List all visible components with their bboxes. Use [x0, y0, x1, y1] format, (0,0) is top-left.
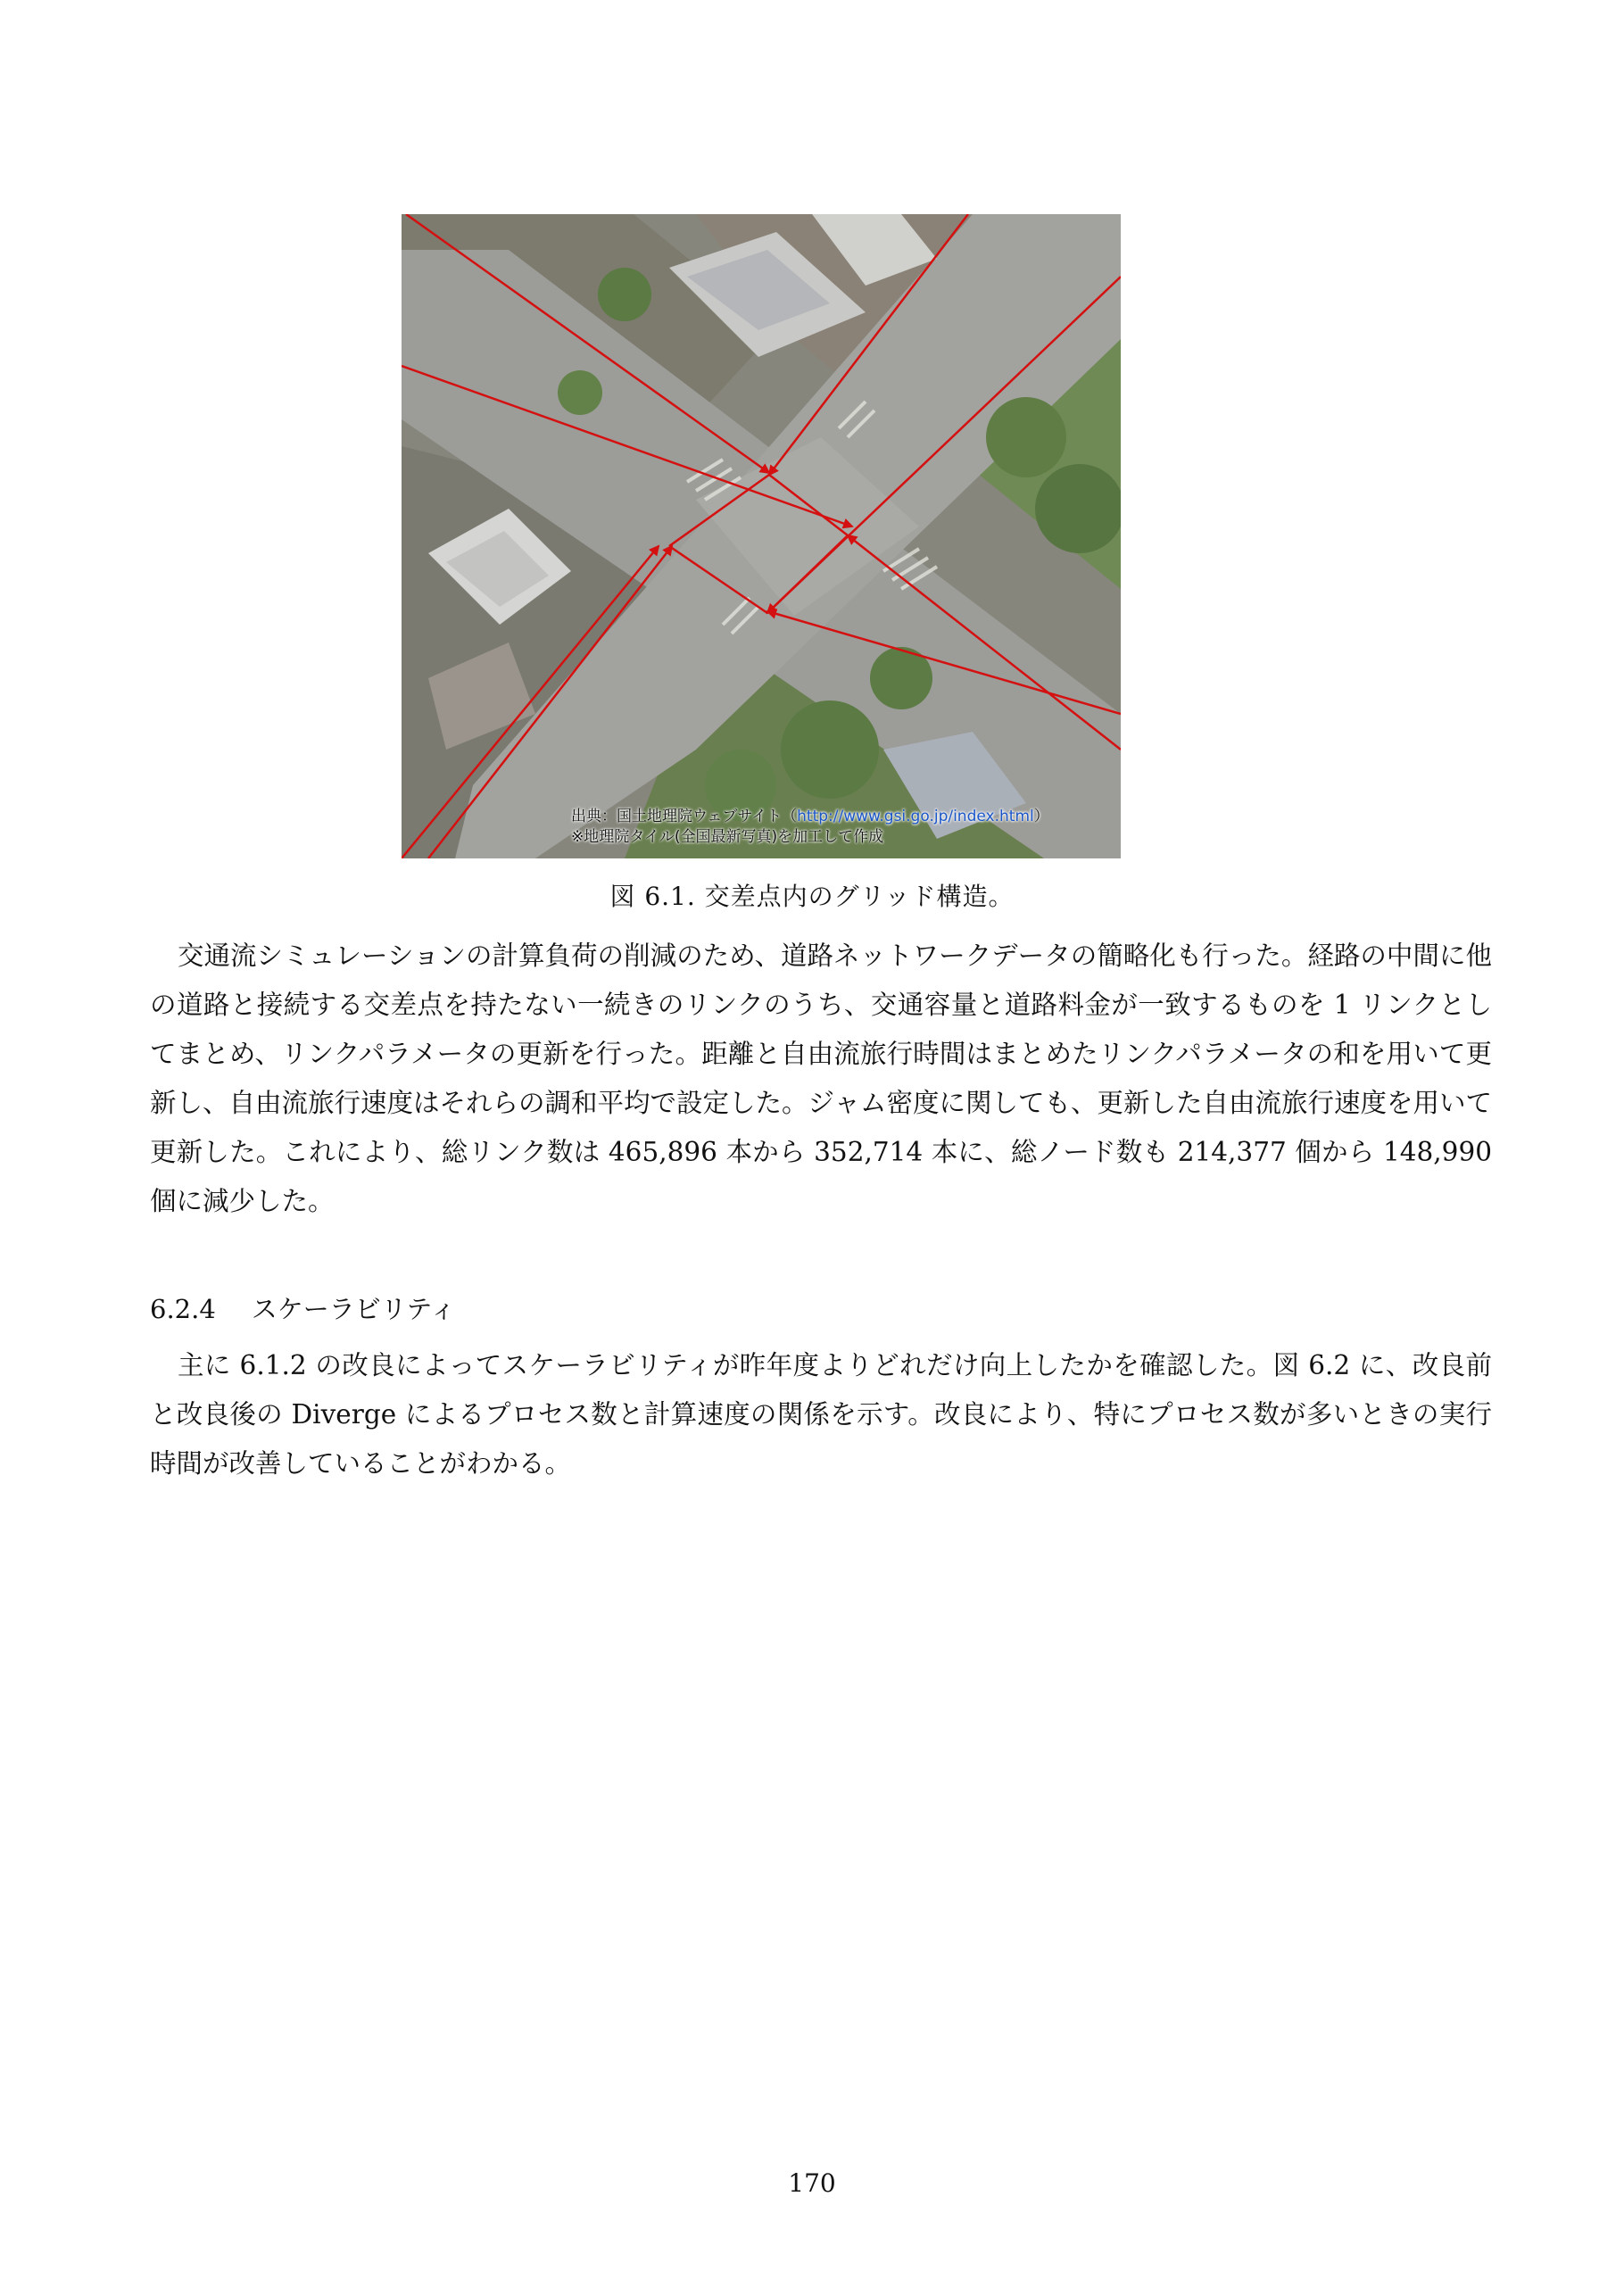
figure-caption: 図 6.1. 交差点内のグリッド構造。: [609, 882, 1015, 911]
section-title: スケーラビリティ: [251, 1294, 456, 1324]
credit-line2: ※地理院タイル(全国最新写真)を加工して作成: [571, 828, 884, 846]
aerial-intersection-figure: [402, 214, 1121, 858]
credit-suffix: ）: [1033, 808, 1049, 825]
page-number: 170: [788, 2168, 836, 2198]
body-paragraph: 交通流シミュレーションの計算負荷の削減のため、道路ネットワークデータの簡略化も行った。経路の中間に他の道路と接続する交差点を持たない一続きのリンクのうち、交通容量と道路料金が一致するものを 1 リンクとしてまとめ、リンクパラメータの更新を行った。距離と自由流旅行時間はまとめたリンクパラメータの和を用いて更新し、自由流旅行速度はそれらの調和平均で設定した。ジャム密度に関しても、更新した自由流旅行速度を用いて更新した。これにより、総リンク数は 465,896 本から 352,714 本に、総ノード数も 214,377 個から 148,990 個に減少した。: [150, 941, 1492, 1216]
photo-credit: [571, 807, 1049, 848]
section-heading: [150, 1289, 456, 1326]
section-number: 6.2.4: [150, 1294, 216, 1324]
aerial-photo: [402, 214, 1121, 858]
credit-url-link[interactable]: http://www.gsi.go.jp/index.html: [797, 808, 1034, 825]
credit-prefix: 出典：国土地理院ウェブサイト（: [571, 808, 798, 825]
body-paragraph: 主に 6.1.2 の改良によってスケーラビリティが昨年度よりどれだけ向上したかを確認した。図 6.2 に、改良前と改良後の Diverge によるプロセス数と計算速度の関係を示す。改良により、特にプロセス数が多いときの実行時間が改善していることがわかる。: [150, 1350, 1492, 1479]
